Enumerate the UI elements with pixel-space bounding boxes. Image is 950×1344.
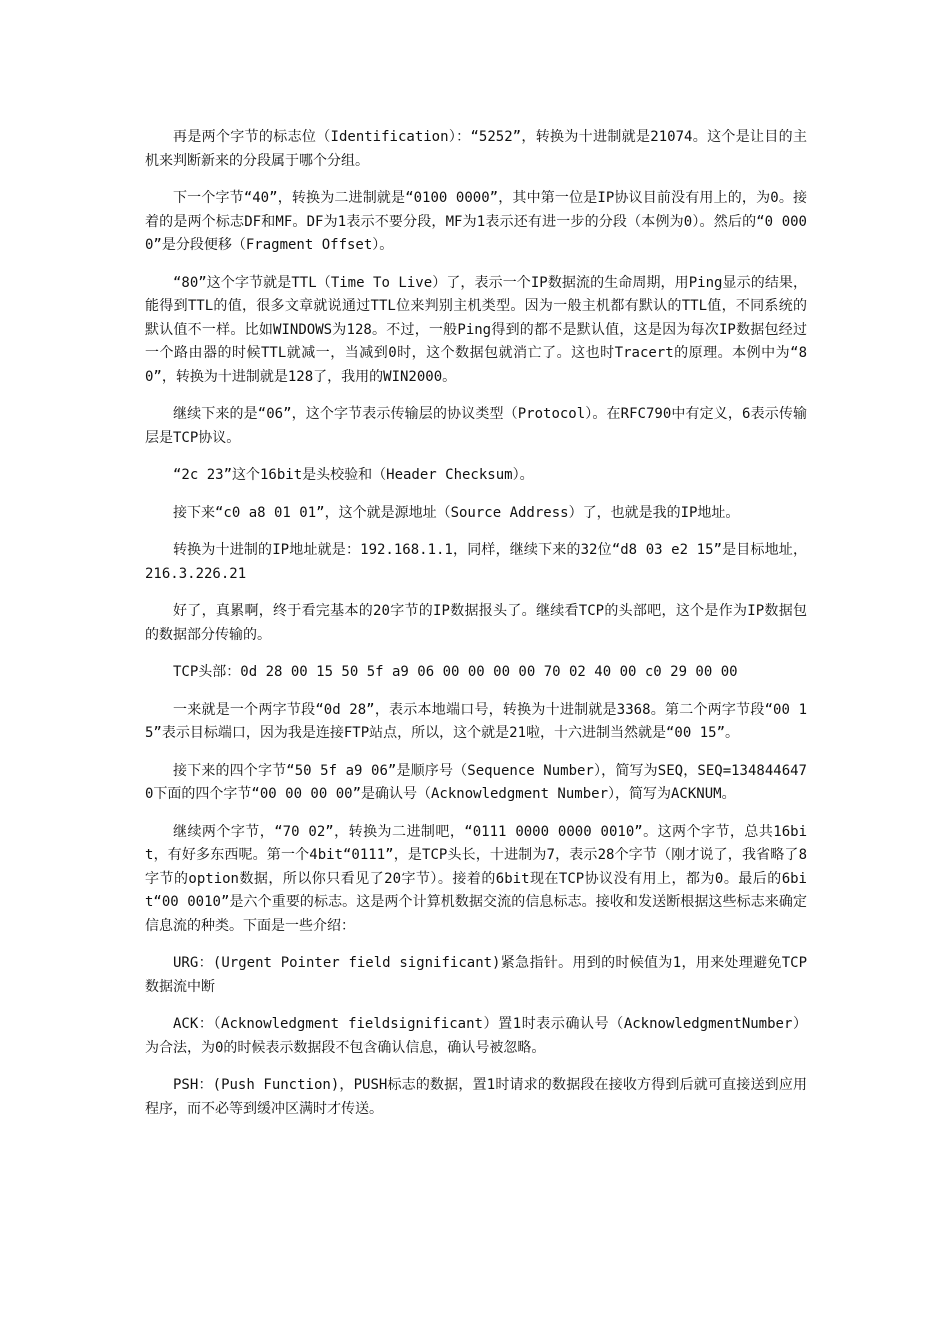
paragraph-ports: 一来就是一个两字节段“0d 28”，表示本地端口号，转换为十进制就是3368。第二个两字节段“00 15”表示目标端口，因为我是连接FTP站点，所以，这个就是21啦，十六进制当然就是“00 15”。 bbox=[145, 701, 807, 741]
paragraph-header-checksum: “2c 23”这个16bit是头校验和（Header Checksum）。 bbox=[173, 467, 534, 483]
paragraph-destination-address: 转换为十进制的IP地址就是：192.168.1.1，同样，继续下来的32位“d8 03 e2 15”是目标地址，216.3.226.21 bbox=[145, 542, 807, 582]
paragraph-source-address: 接下来“c0 a8 01 01”，这个就是源地址（Source Address）了，也就是我的IP地址。 bbox=[173, 504, 740, 521]
document-page bbox=[145, 126, 807, 1135]
paragraph-ip-header-summary: 好了，真累啊，终于看完基本的20字节的IP数据报头了。继续看TCP的头部吧，这个是作为IP数据包的数据部分传输的。 bbox=[145, 603, 807, 643]
paragraph-identification: 再是两个字节的标志位（Identification）：“5252”，转换为十进制就是21074。这个是让目的主机来判断新来的分段属于哪个分组。 bbox=[145, 129, 807, 169]
paragraph-tcp-flags: 继续两个字节，“70 02”，转换为二进制吧，“0111 0000 0000 0010”。这两个字节，总共16bit，有好多东西呢。第一个4bit“0111”，是TCP头长，十进制为7，表示28个字节（刚才说了，我省略了8字节的option数据，所以你只看见了20字节）。接着的6bit现在TCP协议没有用上，都为0。最后的6bit“00 0010”是六个重要的标志。这是两个计算机数据交流的信息标志。接收和发送断根据这些标志来确定信息流的种类。下面是一些介绍： bbox=[145, 823, 807, 934]
paragraph-ack: ACK：（Acknowledgment fieldsignificant）置1时表示确认号（AcknowledgmentNumber）为合法，为0的时候表示数据段不包含确认信息，确认号被忽略。 bbox=[145, 1016, 807, 1056]
paragraph-flags-fragment: 下一个字节“40”，转换为二进制就是“0100 0000”，其中第一位是IP协议目前没有用上的，为0。接着的是两个标志DF和MF。DF为1表示不要分段，MF为1表示还有进一步的分段（本例为0）。然后的“0 0000”是分段便移（Fragment Offset）。 bbox=[145, 190, 807, 253]
paragraph-ttl: “80”这个字节就是TTL（Time To Live）了，表示一个IP数据流的生命周期，用Ping显示的结果，能得到TTL的值，很多文章就说通过TTL位来判别主机类型。因为一般主机都有默认的TTL值，不同系统的默认值不一样。比如WINDOWS为128。不过，一般Ping得到的都不是默认值，这是因为每次IP数据包经过一个路由器的时候TTL就减一，当减到0时，这个数据包就消亡了。这也时Tracert的原理。本例中为“80”，转换为十进制就是128了，我用的WIN2000。 bbox=[145, 274, 807, 385]
paragraph-urg: URG：(Urgent Pointer field significant)紧急指针。用到的时候值为1，用来处理避免TCP数据流中断 bbox=[145, 955, 807, 995]
paragraph-tcp-header-hex: TCP头部：0d 28 00 15 50 5f a9 06 00 00 00 00 70 02 40 00 c0 29 00 00 bbox=[173, 664, 738, 680]
paragraph-seq-ack: 接下来的四个字节“50 5f a9 06”是顺序号（Sequence Number），简写为SEQ，SEQ=1348446470下面的四个字节“00 00 00 00”是确认号（Acknowledgment Number），简写为ACKNUM。 bbox=[145, 762, 807, 802]
paragraph-psh: PSH：(Push Function)，PUSH标志的数据，置1时请求的数据段在接收方得到后就可直接送到应用程序，而不必等到缓冲区满时才传送。 bbox=[145, 1077, 807, 1117]
paragraph-protocol: 继续下来的是“06”，这个字节表示传输层的协议类型（Protocol）。在RFC790中有定义，6表示传输层是TCP协议。 bbox=[145, 406, 807, 446]
